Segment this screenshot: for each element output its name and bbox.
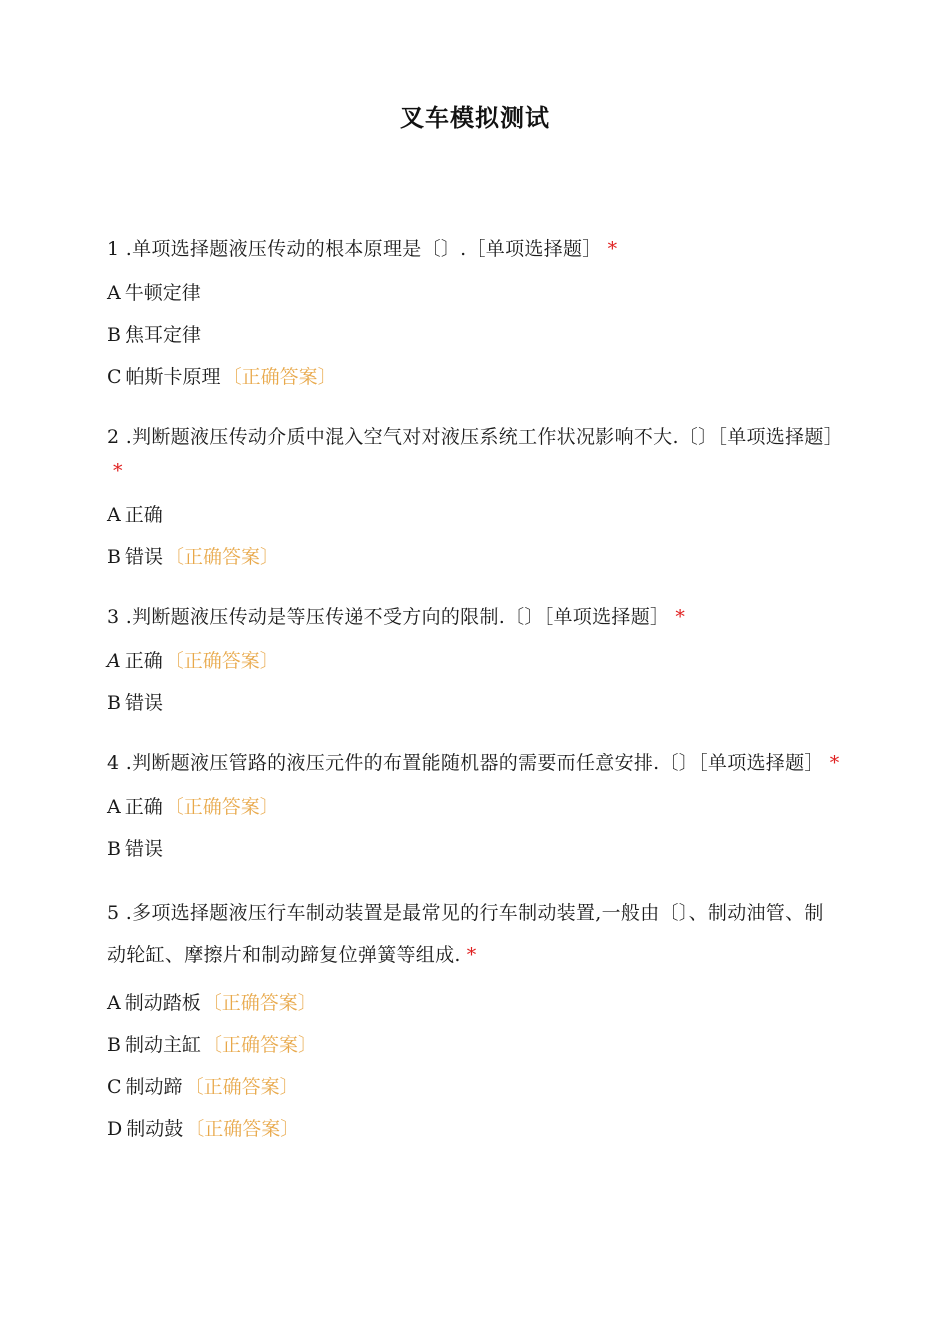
required-marker: *	[466, 944, 477, 966]
option-c: C 制动蹄 〔正确答案〕	[107, 1076, 299, 1098]
question-text: 5 .多项选择题液压行车制动装置是最常见的行车制动装置,一般由〔〕、制动油管、制 动轮缸、摩擦片和制动蹄复位弹簧等组成. *	[107, 902, 824, 966]
option-b: B 制动主缸 〔正确答案〕	[107, 1034, 317, 1056]
correct-answer-tag: 〔正确答案〕	[164, 546, 279, 568]
question-list	[107, 232, 847, 1156]
option-a: A 制动踏板 〔正确答案〕	[107, 992, 317, 1014]
correct-answer-tag: 〔正确答案〕	[185, 1118, 300, 1140]
question-4	[107, 746, 847, 864]
option-c: C 帕斯卡原理 〔正确答案〕	[107, 366, 337, 388]
correct-answer-tag: 〔正确答案〕	[164, 650, 279, 672]
question-text: 4 .判断题液压管路的液压元件的布置能随机器的需要而任意安排.〔〕［单项选择题］ *	[107, 752, 840, 774]
question-5	[107, 892, 847, 1144]
question-text: 3 .判断题液压传动是等压传递不受方向的限制.〔〕［单项选择题］ *	[107, 606, 686, 628]
question-2	[107, 420, 847, 572]
option-a: A 正确 〔正确答案〕	[107, 796, 279, 818]
option-b: B 错误 〔正确答案〕	[107, 546, 279, 568]
required-marker: *	[113, 460, 123, 482]
correct-answer-tag: 〔正确答案〕	[202, 1034, 317, 1056]
option-d: D 制动鼓 〔正确答案〕	[107, 1118, 300, 1140]
option-a: A 正确 〔正确答案〕	[107, 650, 279, 672]
option-b: B 焦耳定律	[107, 324, 201, 346]
option-a: A 正确	[107, 504, 163, 526]
option-a: A 牛顿定律	[107, 282, 201, 304]
required-marker: *	[829, 752, 840, 774]
correct-answer-tag: 〔正确答案〕	[202, 992, 317, 1014]
correct-answer-tag: 〔正确答案〕	[184, 1076, 299, 1098]
option-b: B 错误	[107, 692, 163, 714]
correct-answer-tag: 〔正确答案〕	[222, 366, 337, 388]
question-1	[107, 232, 847, 392]
question-text: 1 .单项选择题液压传动的根本原理是〔〕.［单项选择题］ *	[107, 238, 618, 260]
page-title: 叉车模拟测试	[400, 104, 550, 132]
option-b: B 错误	[107, 838, 163, 860]
question-3	[107, 600, 847, 718]
correct-answer-tag: 〔正确答案〕	[164, 796, 279, 818]
question-text: 2 .判断题液压传动介质中混入空气对对液压系统工作状况影响不大.〔〕［单项选择题］*	[107, 426, 844, 482]
required-marker: *	[607, 238, 618, 260]
required-marker: *	[675, 606, 686, 628]
